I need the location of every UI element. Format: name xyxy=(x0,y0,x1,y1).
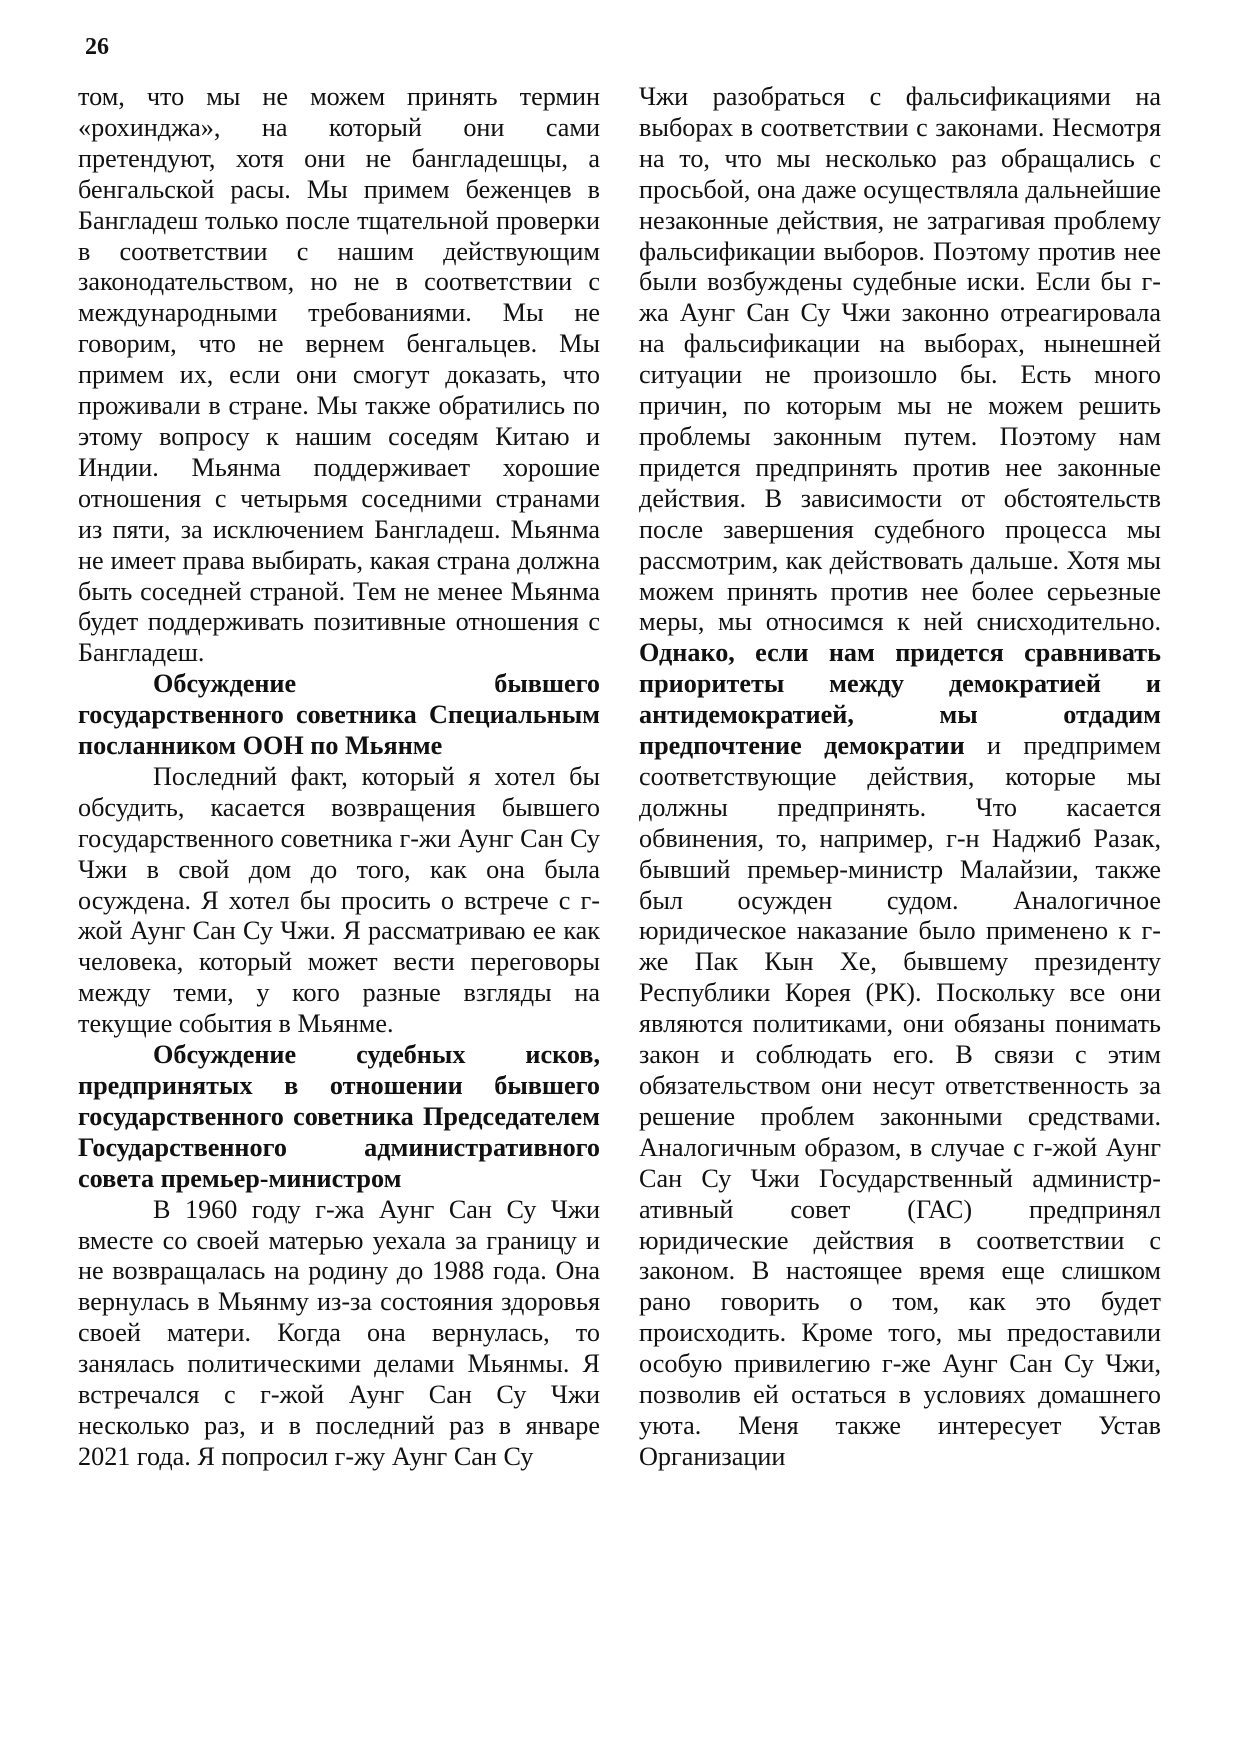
paragraph-text: и предпримем соответствующие действия, которые мы должны предпринять. Что касается обвинения, то, например, г-н Наджиб Разак, бывший премьер-министр Малайзии, также был осужден судом. Аналогичное юридическое наказание было применено к г-же Пак Кын Хе, бывшему президенту Республики Корея (РК). Поскольку все они являются политиками, они обязаны понимать закон и соблюдать его. В связи с этим обязательством они несут ответственность за решение проблем законными средствами. Аналогичным образом, в случае с г-жой Аунг Сан Су Чжи Государственный администр-ативный совет (ГАС) предпринял юридические действия в соответствии с законом. В настоящее время еще слишком рано говорить о том, как это будет происходить. Кроме того, мы предоставили особую привилегию г-же Аунг Сан Су Чжи, позволив ей остаться в условиях домашнего уюта. Меня также интересует Устав Организации xyxy=(639,731,1161,1471)
left-column xyxy=(78,82,600,1473)
page-number: 26 xyxy=(85,34,109,60)
section-heading: Обсуждение судебных исков, предпринятых в отношении бывшего государственного советника Председателем Государственного административного совета премьер-министром xyxy=(78,1040,600,1193)
paragraph-text: Чжи разобраться с фальсификациями на выборах в соответствии с законами. Несмотря на то, что мы несколько раз обращались с просьбой, она даже осуществляла дальнейшие незаконные действия, не затрагивая проблему фальсификации выборов. Поэтому против нее были возбуждены судебные иски. Если бы г-жа Аунг Сан Су Чжи законно отреагировала на фальсификации на выборах, нынешней ситуации не произошло бы. Есть много причин, по которым мы не можем решить проблемы законным путем. Поэтому нам придется предпринять против нее законные действия. В зависимости от обстоятельств после завершения судебного процесса мы рассмотрим, как действовать дальше. Хотя мы можем принять против нее более серьезные меры, мы относимся к ней снисходительно. xyxy=(639,82,1161,637)
bold-emphasis: Однако, если нам придется сравнивать приоритеты между демократией и антидемократией, мы отдадим предпочтение демократии xyxy=(639,638,1161,761)
paragraph xyxy=(639,82,1161,1473)
paragraph: том, что мы не можем принять термин «рохинджа», на который они сами претендуют, хотя они не бангладешцы, а бенгальской расы. Мы примем беженцев в Бангладеш только после тщательной проверки в соответствии с нашим действующим законодательством, но не в соответствии с международными требованиями. Мы не говорим, что не вернем бенгальцев. Мы примем их, если они смогут доказать, что проживали в стране. Мы также обратились по этому вопросу к нашим соседям Китаю и Индии. Мьянма поддерживает хорошие отношения с четырьмя соседними странами из пяти, за исключением Бангладеш. Мьянма не имеет права выбирать, какая страна должна быть соседней страной. Тем не менее Мьянма будет поддерживать позитивные отношения с Бангладеш. xyxy=(78,82,600,668)
paragraph: В 1960 году г-жа Аунг Сан Су Чжи вместе со своей матерью уехала за границу и не возвращалась на родину до 1988 года. Она вернулась в Мьянму из-за состояния здоровья своей матери. Когда она вернулась, то занялась политическими делами Мьянмы. Я встречался с г-жой Аунг Сан Су Чжи несколько раз, и в последний раз в январе 2021 года. Я попросил г-жу Аунг Сан Су xyxy=(78,1194,600,1471)
section-heading: Обсуждение бывшего государственного советника Специальным посланником ООН по Мьянме xyxy=(78,669,600,761)
paragraph: Последний факт, который я хотел бы обсудить, касается возвращения бывшего государственного советника г-жи Аунг Сан Су Чжи в свой дом до того, как она была осуждена. Я хотел бы просить о встрече с г-жой Аунг Сан Су Чжи. Я рассматриваю ее как человека, который может вести переговоры между теми, у кого разные взгляды на текущие события в Мьянме. xyxy=(78,761,600,1039)
right-column xyxy=(639,82,1161,1473)
